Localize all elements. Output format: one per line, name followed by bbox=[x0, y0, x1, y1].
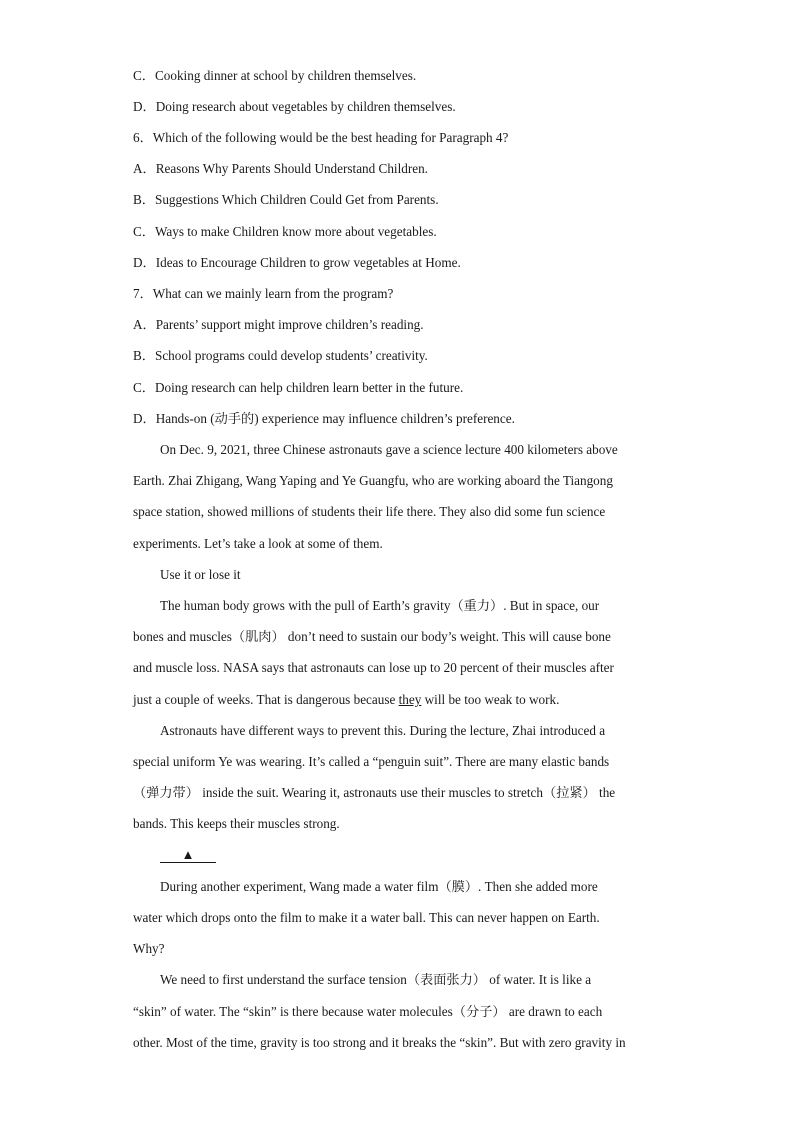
option-7b: B．School programs could develop students’ creativity. bbox=[133, 348, 428, 363]
option-6d: D．Ideas to Encourage Children to grow vegetables at Home. bbox=[133, 255, 461, 270]
blank-triangle-marker: ▲ bbox=[160, 848, 216, 863]
option-6a: A．Reasons Why Parents Should Understand Children. bbox=[133, 161, 428, 176]
passage-p5-line3: other. Most of the time, gravity is too strong and it breaks the “skin”. But with zero gravity in bbox=[133, 1035, 626, 1050]
passage-p1-line1: On Dec. 9, 2021, three Chinese astronauts gave a science lecture 400 kilometers above bbox=[160, 442, 618, 457]
passage-p2-line3: and muscle loss. NASA says that astronauts can lose up to 20 percent of their muscles after bbox=[133, 660, 614, 675]
passage-p3-line4: bands. This keeps their muscles strong. bbox=[133, 816, 340, 831]
option-7c: C．Doing research can help children learn better in the future. bbox=[133, 380, 464, 395]
passage-p4-line3: Why? bbox=[133, 941, 165, 956]
option-7d: D．Hands-on (动手的) experience may influence children’s preference. bbox=[133, 411, 515, 426]
passage-p1-line2: Earth. Zhai Zhigang, Wang Yaping and Ye Guangfu, who are working aboard the Tiangong bbox=[133, 473, 613, 488]
option-7a: A．Parents’ support might improve children’s reading. bbox=[133, 317, 424, 332]
question-6: 6．Which of the following would be the best heading for Paragraph 4? bbox=[133, 130, 509, 145]
passage-p1-line3: space station, showed millions of students their life there. They also did some fun science bbox=[133, 504, 606, 519]
option-6c: C．Ways to make Children know more about vegetables. bbox=[133, 224, 437, 239]
passage-p2-line1: The human body grows with the pull of Earth’s gravity（重力）. But in space, our bbox=[160, 598, 600, 613]
passage-p2-line4-post: will be too weak to work. bbox=[421, 692, 560, 707]
passage-p3-line3: （弹力带） inside the suit. Wearing it, astronauts use their muscles to stretch（拉紧） the bbox=[133, 785, 616, 800]
passage-p4-line2: water which drops onto the film to make it a water ball. This can never happen on Earth. bbox=[133, 910, 600, 925]
passage-p2-line4 bbox=[133, 691, 663, 709]
passage-p4-line1: During another experiment, Wang made a water film（膜）. Then she added more bbox=[160, 879, 598, 894]
option-5c: C．Cooking dinner at school by children themselves. bbox=[133, 68, 417, 83]
option-6b: B．Suggestions Which Children Could Get from Parents. bbox=[133, 192, 439, 207]
heading-blank bbox=[160, 846, 690, 864]
passage-p3-line2: special uniform Ye was wearing. It’s called a “penguin suit”. There are many elastic bands bbox=[133, 754, 610, 769]
passage-p2-line4-pre: just a couple of weeks. That is dangerous because bbox=[133, 692, 399, 707]
passage-p1-line4: experiments. Let’s take a look at some of them. bbox=[133, 536, 383, 551]
passage-p2-line2: bones and muscles（肌肉） don’t need to sustain our body’s weight. This will cause bone bbox=[133, 629, 611, 644]
passage-p5-line1: We need to first understand the surface tension（表面张力） of water. It is like a bbox=[160, 972, 592, 987]
passage-p3-line1: Astronauts have different ways to prevent this. During the lecture, Zhai introduced a bbox=[160, 723, 606, 738]
option-5d: D．Doing research about vegetables by children themselves. bbox=[133, 99, 456, 114]
passage-p5-line2: “skin” of water. The “skin” is there because water molecules（分子） are drawn to each bbox=[133, 1004, 603, 1019]
underlined-word: they bbox=[398, 692, 422, 707]
question-7: 7．What can we mainly learn from the program? bbox=[133, 286, 394, 301]
section-heading: Use it or lose it bbox=[160, 567, 241, 582]
